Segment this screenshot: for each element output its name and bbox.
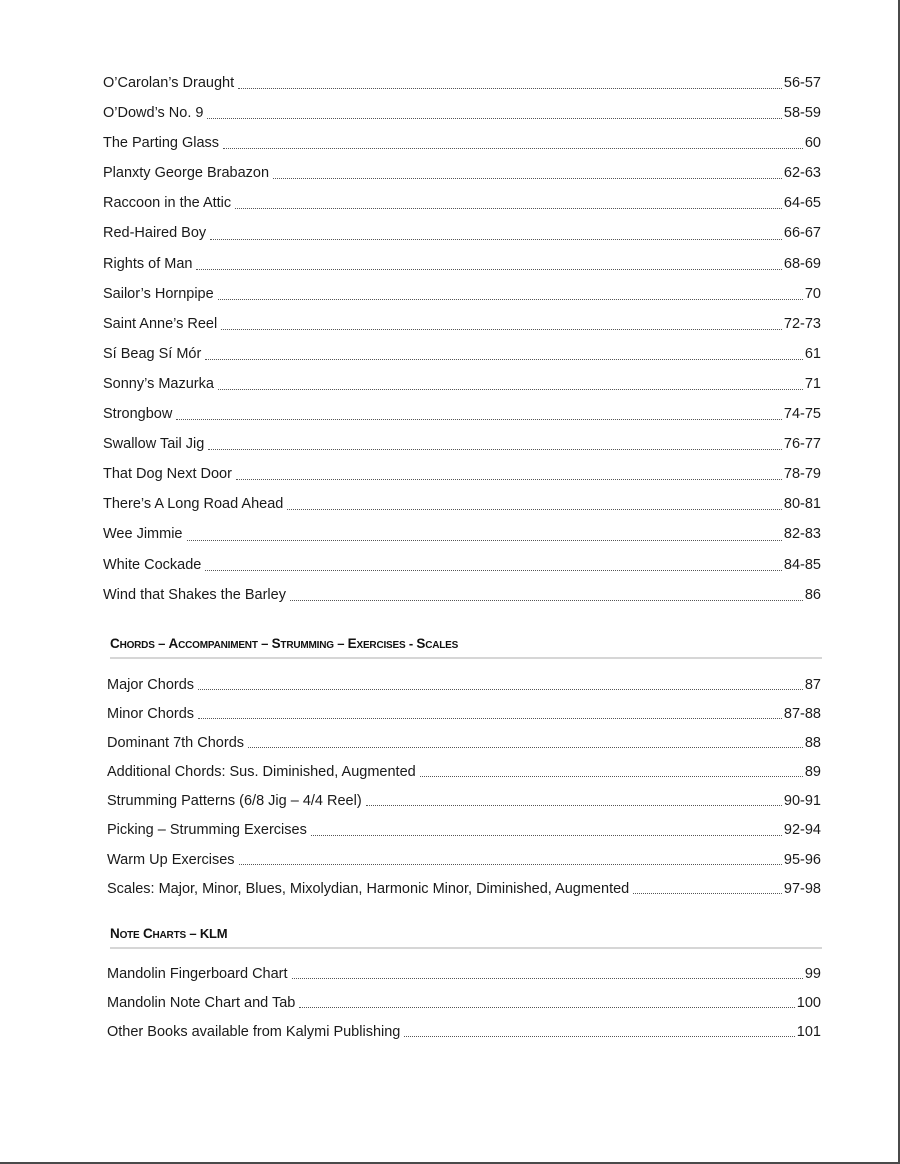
toc-entry[interactable] bbox=[107, 988, 821, 1017]
toc-entry-title: O’Carolan’s Draught bbox=[103, 75, 235, 91]
toc-entry[interactable] bbox=[107, 815, 821, 844]
toc-entry-title: Sí Beag Sí Mór bbox=[103, 345, 202, 362]
toc-entry-title: Raccoon in the Attic bbox=[103, 195, 232, 212]
toc-entry-page: 72-73 bbox=[783, 315, 821, 332]
dot-leader bbox=[205, 359, 803, 360]
toc-entry-page: 97-98 bbox=[783, 880, 821, 897]
dot-leader bbox=[273, 178, 782, 179]
toc-entry-page: 89 bbox=[804, 764, 821, 781]
toc-entry-title: Other Books available from Kalymi Publishing bbox=[107, 1024, 401, 1041]
dot-leader bbox=[311, 835, 782, 836]
toc-entry-page: 56-57 bbox=[783, 75, 821, 91]
heading-smallcaps: CALES bbox=[425, 640, 459, 651]
dot-leader bbox=[207, 118, 781, 119]
heading-smallcaps: OTE bbox=[119, 930, 140, 941]
toc-entry-page: 66-67 bbox=[783, 225, 821, 242]
dot-leader bbox=[236, 479, 782, 480]
toc-entry-page: 86 bbox=[804, 586, 821, 603]
toc-entry-page: 68-69 bbox=[783, 255, 821, 272]
heading-separator: – bbox=[154, 636, 169, 651]
toc-entry[interactable] bbox=[103, 98, 821, 128]
toc-entry-page: 64-65 bbox=[783, 195, 821, 212]
heading-separator: – bbox=[333, 636, 348, 651]
toc-entry-title: Wee Jimmie bbox=[103, 526, 183, 543]
toc-entry[interactable] bbox=[103, 369, 821, 399]
dot-leader bbox=[235, 208, 782, 209]
tune-list bbox=[103, 68, 821, 610]
heading-initial: C bbox=[142, 926, 153, 941]
toc-entry-page: 101 bbox=[796, 1024, 821, 1041]
toc-entry-page: 82-83 bbox=[783, 526, 821, 543]
dot-leader bbox=[299, 1007, 794, 1008]
toc-entry-page: 88 bbox=[804, 735, 821, 752]
toc-entry[interactable] bbox=[103, 580, 821, 610]
note-charts-list bbox=[107, 959, 821, 1046]
dot-leader bbox=[176, 419, 782, 420]
toc-entry-title: White Cockade bbox=[103, 556, 202, 573]
toc-entry-title: There’s A Long Road Ahead bbox=[103, 496, 284, 513]
toc-entry[interactable] bbox=[107, 757, 821, 786]
toc-entry-page: 80-81 bbox=[783, 496, 821, 513]
dot-leader bbox=[248, 747, 803, 748]
toc-entry[interactable] bbox=[103, 309, 821, 339]
toc-entry-page: 70 bbox=[804, 285, 821, 302]
toc-entry-title: Rights of Man bbox=[103, 255, 193, 272]
chords-list bbox=[107, 670, 821, 903]
toc-entry-title: Scales: Major, Minor, Blues, Mixolydian, Harmonic Minor, Diminished, Augmented bbox=[107, 880, 630, 897]
dot-leader bbox=[238, 88, 782, 89]
toc-entry-title: Minor Chords bbox=[107, 706, 195, 723]
dot-leader bbox=[223, 148, 803, 149]
toc-entry[interactable] bbox=[103, 279, 821, 309]
dot-leader bbox=[198, 689, 803, 690]
toc-entry[interactable] bbox=[103, 339, 821, 369]
toc-entry-title: Planxty George Brabazon bbox=[103, 165, 270, 182]
dot-leader bbox=[221, 329, 782, 330]
toc-entry-title: Swallow Tail Jig bbox=[103, 436, 205, 453]
dot-leader bbox=[366, 805, 782, 806]
dot-leader bbox=[187, 540, 782, 541]
toc-entry-title: Strongbow bbox=[103, 406, 173, 423]
dot-leader bbox=[210, 239, 782, 240]
chords-section-heading bbox=[110, 636, 822, 659]
toc-entry-title: Major Chords bbox=[107, 677, 195, 693]
dot-leader bbox=[239, 864, 782, 865]
toc-entry-page: 100 bbox=[796, 995, 821, 1012]
toc-entry-title: The Parting Glass bbox=[103, 135, 220, 152]
toc-entry[interactable] bbox=[107, 786, 821, 815]
toc-entry-title: O’Dowd’s No. 9 bbox=[103, 105, 204, 122]
toc-entry-page: 87-88 bbox=[783, 706, 821, 723]
toc-entry-title: Red-Haired Boy bbox=[103, 225, 207, 242]
toc-entry-page: 87 bbox=[804, 677, 821, 693]
toc-entry[interactable] bbox=[103, 519, 821, 549]
toc-entry[interactable] bbox=[107, 959, 821, 988]
heading-smallcaps: XERCISES bbox=[356, 640, 406, 651]
toc-entry[interactable] bbox=[107, 728, 821, 757]
toc-entry-title: Additional Chords: Sus. Diminished, Augmented bbox=[107, 764, 416, 781]
dot-leader bbox=[290, 600, 803, 601]
toc-entry[interactable] bbox=[103, 550, 821, 580]
toc-entry[interactable] bbox=[103, 218, 821, 248]
toc-entry[interactable] bbox=[107, 699, 821, 728]
heading-initial: C bbox=[110, 636, 120, 651]
heading-initial: S bbox=[271, 636, 281, 651]
toc-entry-page: 76-77 bbox=[783, 436, 821, 453]
note-charts-section-heading bbox=[110, 926, 822, 949]
toc-entry[interactable] bbox=[107, 1017, 821, 1046]
dot-leader bbox=[208, 449, 782, 450]
toc-entry-page: 60 bbox=[804, 135, 821, 152]
toc-entry-page: 95-96 bbox=[783, 851, 821, 868]
toc-entry[interactable] bbox=[103, 128, 821, 158]
toc-entry-page: 99 bbox=[804, 966, 821, 982]
dot-leader bbox=[287, 509, 782, 510]
heading-separator: – bbox=[257, 636, 272, 651]
toc-entry-title: That Dog Next Door bbox=[103, 466, 232, 483]
toc-entry-title: Dominant 7th Chords bbox=[107, 735, 245, 752]
dot-leader bbox=[633, 893, 782, 894]
toc-entry[interactable] bbox=[107, 670, 821, 699]
toc-entry-page: 71 bbox=[804, 375, 821, 392]
toc-entry-title: Mandolin Fingerboard Chart bbox=[107, 966, 288, 982]
toc-entry-page: 92-94 bbox=[783, 822, 821, 839]
toc-entry-page: 90-91 bbox=[783, 793, 821, 810]
toc-entry-page: 84-85 bbox=[783, 556, 821, 573]
heading-separator: - bbox=[405, 636, 417, 651]
toc-entry-page: 58-59 bbox=[783, 105, 821, 122]
toc-entry[interactable] bbox=[103, 399, 821, 429]
toc-entry[interactable] bbox=[103, 249, 821, 279]
toc-entry-title: Mandolin Note Chart and Tab bbox=[107, 995, 296, 1012]
toc-entry-page: 74-75 bbox=[783, 406, 821, 423]
toc-entry[interactable] bbox=[107, 845, 821, 874]
heading-separator: – KLM bbox=[185, 926, 228, 941]
toc-entry-title: Strumming Patterns (6/8 Jig – 4/4 Reel) bbox=[107, 793, 362, 810]
heading-smallcaps: HORDS bbox=[119, 640, 155, 651]
dot-leader bbox=[198, 718, 782, 719]
dot-leader bbox=[218, 389, 803, 390]
heading-initial: S bbox=[416, 636, 426, 651]
toc-entry-title: Picking – Strumming Exercises bbox=[107, 822, 307, 839]
dot-leader bbox=[196, 269, 781, 270]
toc-entry-page: 62-63 bbox=[783, 165, 821, 182]
toc-entry-title: Saint Anne’s Reel bbox=[103, 315, 218, 332]
toc-entry[interactable] bbox=[103, 429, 821, 459]
toc-entry[interactable] bbox=[103, 459, 821, 489]
heading-initial: N bbox=[110, 926, 120, 941]
toc-entry-title: Warm Up Exercises bbox=[107, 851, 235, 868]
toc-entry-page: 78-79 bbox=[783, 466, 821, 483]
dot-leader bbox=[205, 570, 782, 571]
dot-leader bbox=[292, 978, 803, 979]
toc-entry[interactable] bbox=[103, 188, 821, 218]
dot-leader bbox=[218, 299, 803, 300]
dot-leader bbox=[404, 1036, 794, 1037]
dot-leader bbox=[420, 776, 803, 777]
toc-entry[interactable] bbox=[103, 68, 821, 98]
heading-smallcaps: HARTS bbox=[152, 930, 186, 941]
toc-entry-title: Sonny’s Mazurka bbox=[103, 375, 214, 392]
heading-smallcaps: TRUMMING bbox=[280, 640, 334, 651]
toc-entry-title: Wind that Shakes the Barley bbox=[103, 586, 286, 603]
toc-entry[interactable] bbox=[103, 158, 821, 188]
toc-entry[interactable] bbox=[103, 489, 821, 519]
heading-initial: A bbox=[168, 636, 179, 651]
heading-smallcaps: CCOMPANIMENT bbox=[178, 640, 258, 651]
heading-initial: E bbox=[347, 636, 357, 651]
toc-entry-title: Sailor’s Hornpipe bbox=[103, 285, 214, 302]
toc-entry[interactable] bbox=[107, 874, 821, 903]
toc-entry-page: 61 bbox=[804, 345, 821, 362]
